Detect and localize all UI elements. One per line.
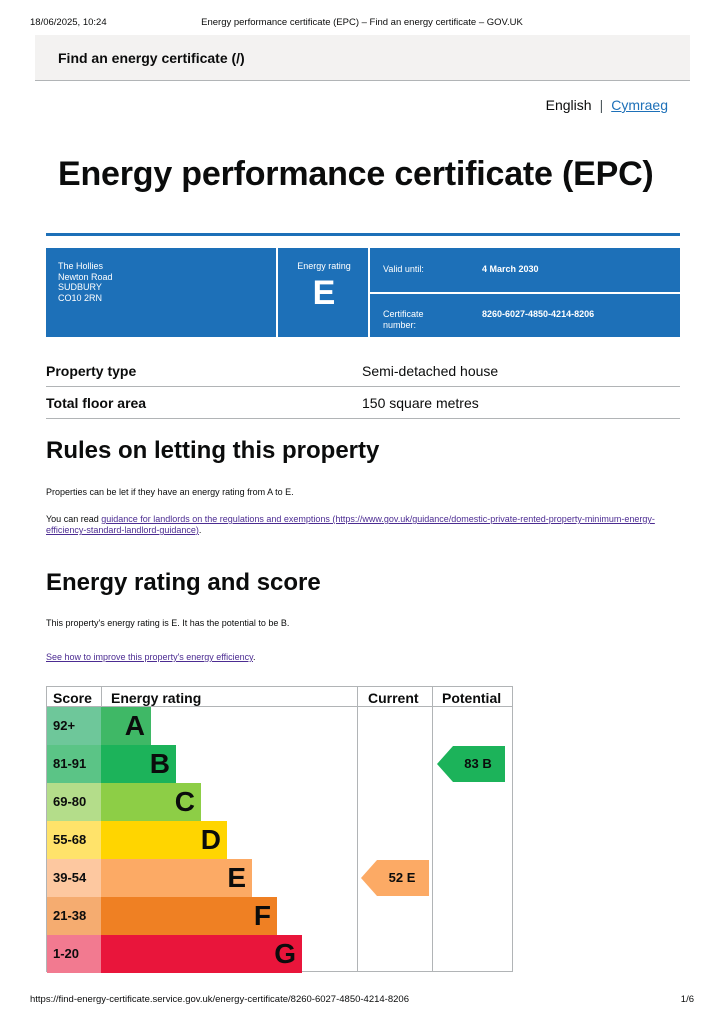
band-score-f: 21-38	[47, 897, 101, 935]
box-divider	[370, 292, 680, 294]
band-bar-d: D	[101, 821, 227, 859]
print-header	[30, 17, 694, 31]
page-title: Energy performance certificate (EPC)	[58, 155, 654, 193]
band-score-d: 55-68	[47, 821, 101, 859]
band-bar-b: B	[101, 745, 176, 783]
print-url: https://find-energy-certificate.service.gov.uk/energy-certificate/8260-6027-4850-4214-8206	[30, 994, 409, 1005]
rating-heading: Energy rating and score	[46, 569, 321, 596]
address-line: CO10 2RN	[58, 292, 103, 303]
energy-rating-chart	[46, 686, 513, 972]
summary-row	[46, 387, 680, 419]
property-summary-list	[46, 355, 680, 419]
title-divider	[46, 233, 680, 236]
address-line: SUDBURY	[58, 282, 102, 293]
print-page-title: Energy performance certificate (EPC) – Find an energy certificate – GOV.UK	[201, 17, 523, 28]
certificate-number-label-line: Certificate	[383, 309, 424, 319]
letting-paragraph: Properties can be let if they have an energy rating from A to E.	[46, 487, 294, 497]
band-score-a: 92+	[47, 707, 101, 745]
valid-until-value: 4 March 2030	[482, 264, 539, 274]
band-bar-a: A	[101, 707, 151, 745]
language-welsh-link[interactable]: Cymraeg	[611, 97, 668, 113]
letting-heading: Rules on letting this property	[46, 437, 380, 464]
paragraph-text: .	[198, 525, 202, 535]
service-header	[35, 35, 690, 81]
potential-rating-label: 83 B	[464, 756, 492, 771]
valid-until-label: Valid until:	[383, 264, 424, 274]
summary-label: Property type	[46, 363, 137, 379]
certificate-summary-box	[46, 248, 680, 337]
score-header: Score	[53, 690, 92, 706]
landlord-guidance-link[interactable]: guidance for landlords on the regulations and exemptions (https://www.gov.uk/guidance/domestic-private-rented-property-minimum-energy-efficiency-standard-landlord-guidance)	[46, 514, 655, 535]
column-divider	[432, 687, 433, 971]
current-rating-arrow	[361, 859, 429, 897]
potential-header: Potential	[442, 690, 502, 706]
print-page-number: 1/6	[680, 994, 694, 1005]
energy-rating-header: Energy rating	[111, 690, 202, 706]
improve-paragraph	[46, 652, 686, 663]
property-address	[58, 261, 113, 303]
certificate-number-label-line: number:	[383, 320, 417, 330]
language-toggle	[546, 97, 668, 113]
paragraph-text: You can read	[46, 514, 102, 524]
potential-rating-arrow	[437, 745, 505, 783]
print-date: 18/06/2025, 10:24	[30, 17, 107, 28]
band-score-b: 81-91	[47, 745, 101, 783]
energy-rating-value: E	[312, 274, 336, 312]
address-line: The Hollies	[58, 261, 104, 271]
current-header: Current	[368, 690, 419, 706]
certificate-number-value: 8260-6027-4850-4214-8206	[482, 309, 595, 319]
letting-guidance-paragraph	[46, 514, 686, 536]
summary-value: Semi-detached house	[362, 363, 499, 379]
band-bar-g: G	[101, 935, 302, 973]
rating-paragraph: This property's energy rating is E. It has the potential to be B.	[46, 618, 290, 628]
band-bar-c: C	[101, 783, 201, 821]
column-divider	[101, 687, 102, 706]
summary-value: 150 square metres	[362, 395, 479, 411]
band-score-c: 69-80	[47, 783, 101, 821]
service-name-link[interactable]: Find an energy certificate (/)	[58, 50, 245, 66]
current-rating-label: 52 E	[388, 870, 416, 885]
band-bar-e: E	[101, 859, 252, 897]
band-score-e: 39-54	[47, 859, 101, 897]
column-divider	[357, 687, 358, 971]
band-score-g: 1-20	[47, 935, 101, 973]
address-line: Newton Road	[58, 271, 113, 282]
energy-rating-label: Energy rating	[297, 261, 351, 271]
summary-row	[46, 355, 680, 387]
band-bar-f: F	[101, 897, 277, 935]
language-separator: |	[599, 97, 604, 113]
language-english: English	[545, 97, 592, 113]
improve-efficiency-link[interactable]: See how to improve this property's energy efficiency	[46, 652, 253, 662]
summary-label: Total floor area	[46, 395, 147, 411]
certificate-number-label	[383, 309, 424, 331]
paragraph-text: .	[253, 652, 256, 662]
